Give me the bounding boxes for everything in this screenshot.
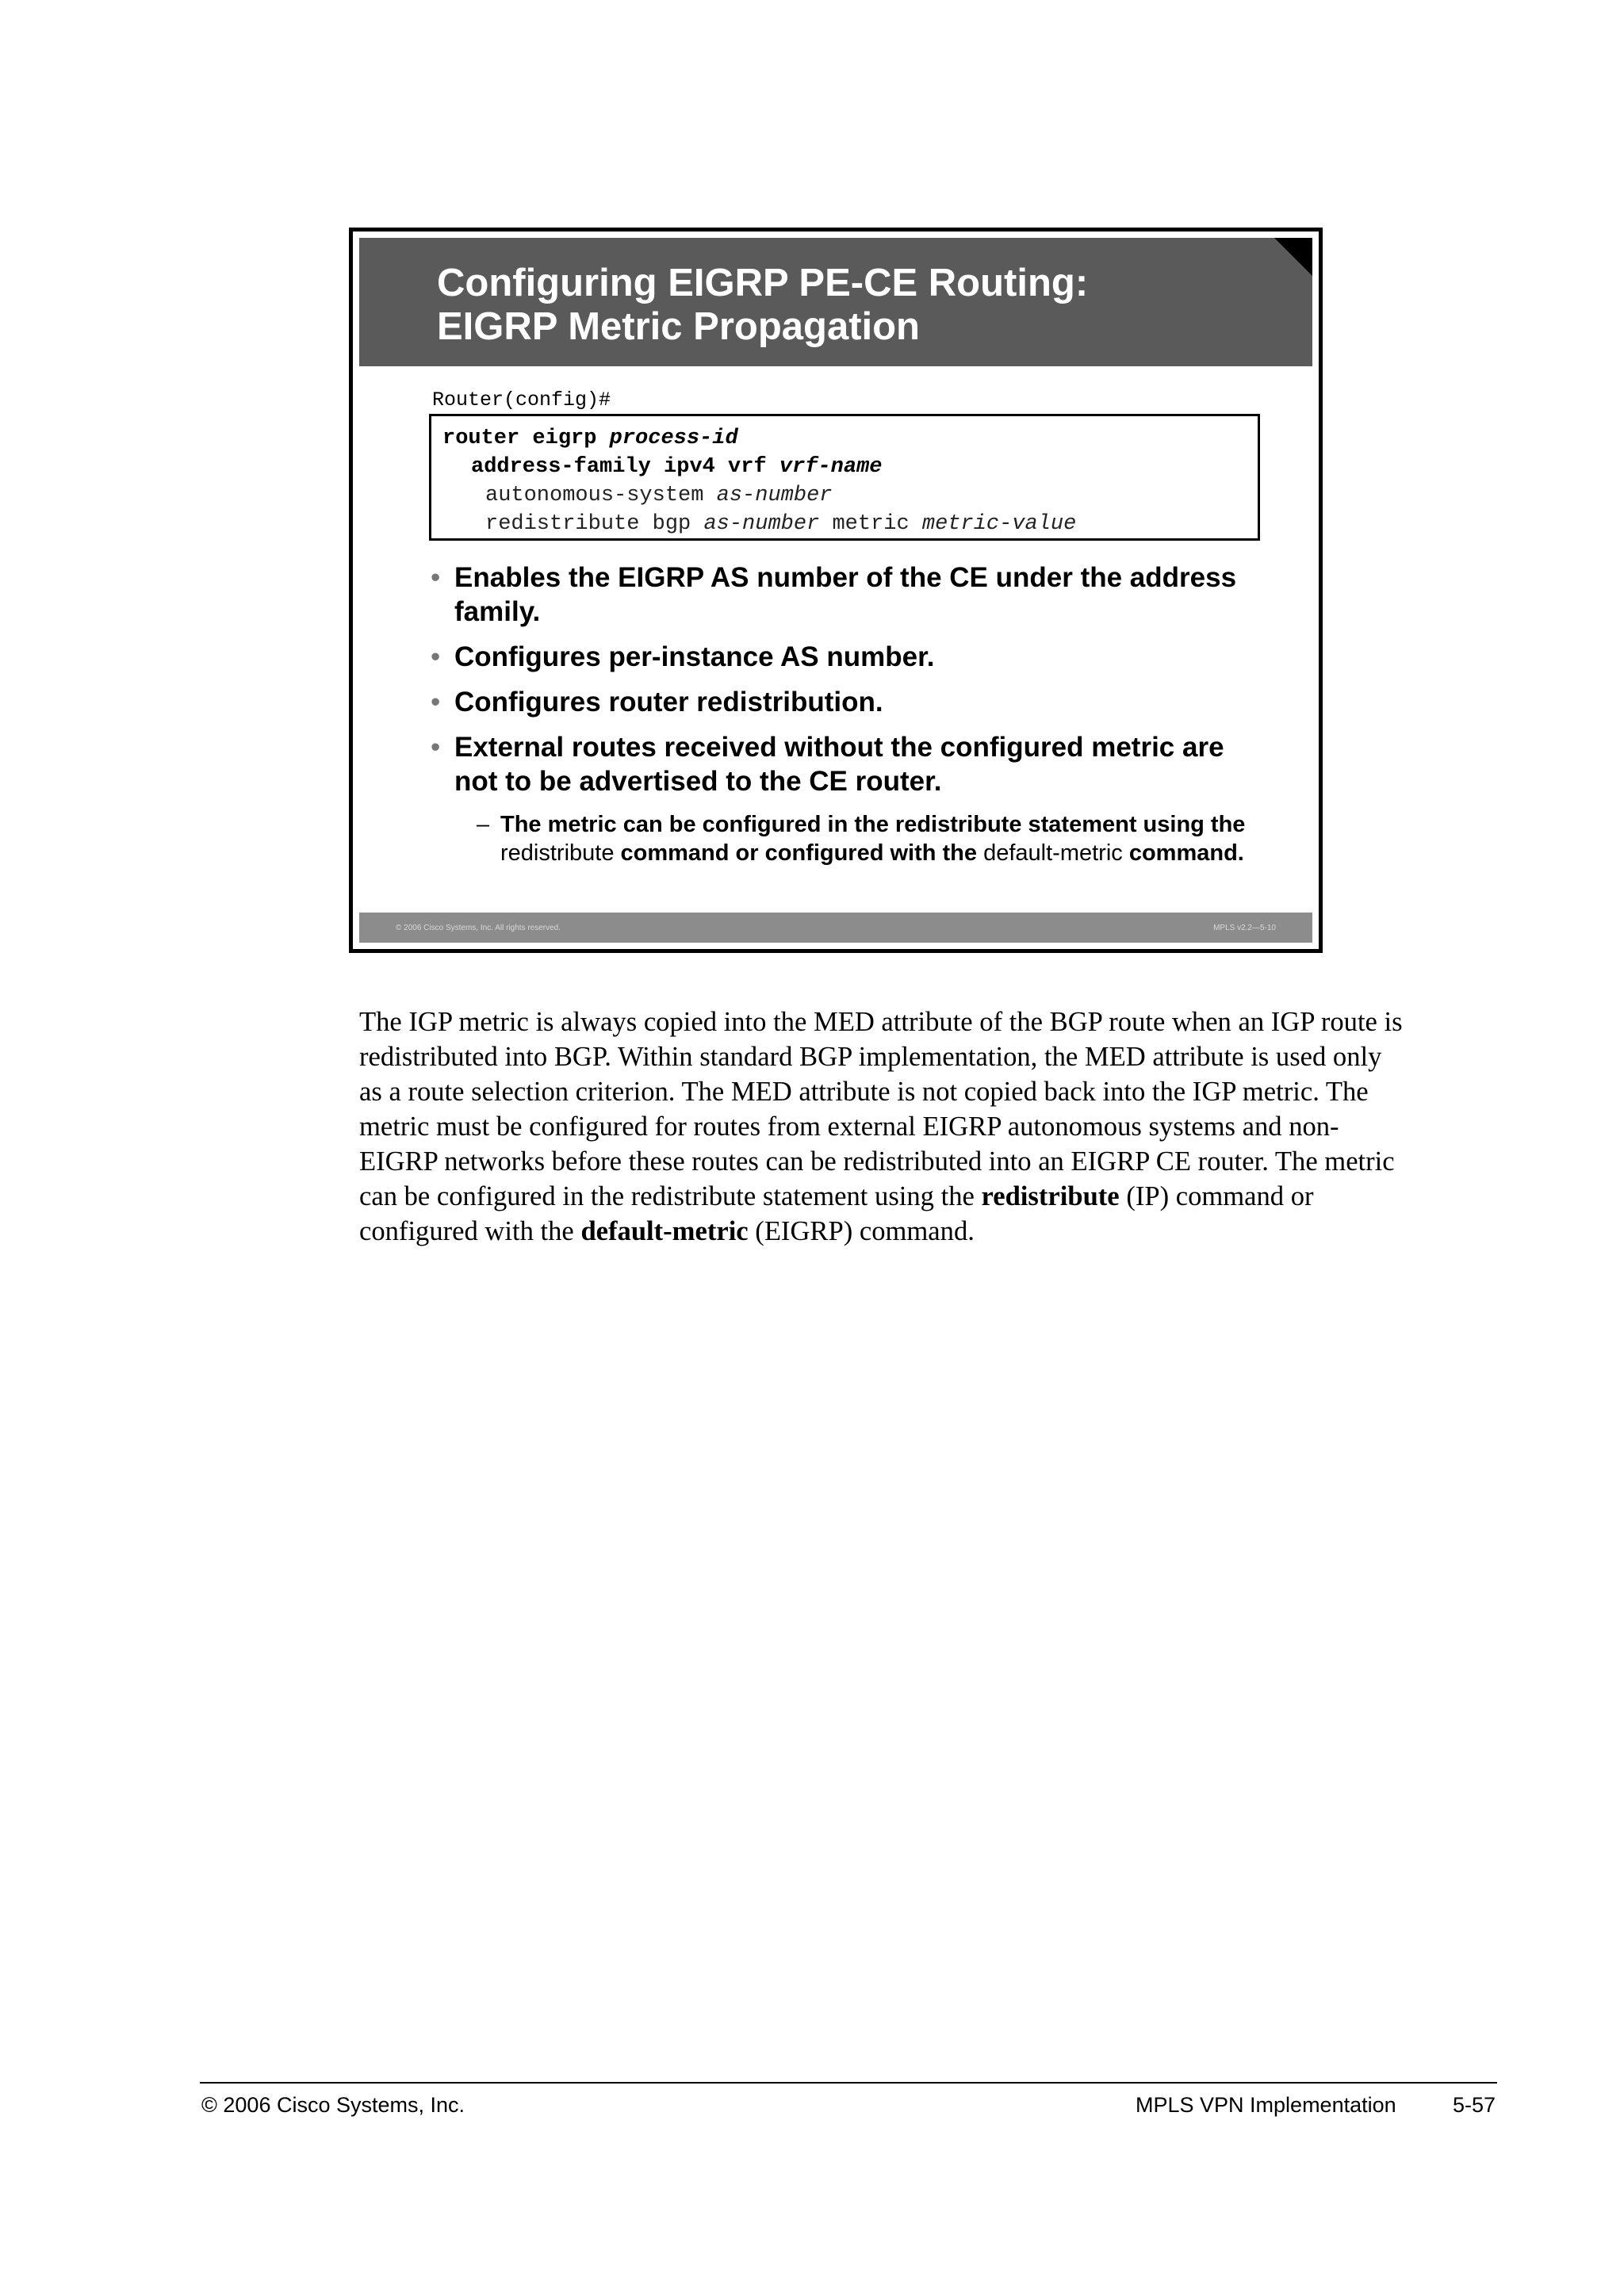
sub-bullet-command: redistribute bbox=[500, 840, 621, 866]
command-argument: metric-value bbox=[921, 512, 1077, 536]
command-keyword: metric bbox=[819, 512, 922, 536]
command-keyword: redistribute bgp bbox=[485, 512, 704, 536]
command-line-1 bbox=[442, 424, 1247, 453]
command-line-2 bbox=[442, 453, 1247, 481]
sub-bullet-command: default-metric bbox=[977, 840, 1129, 866]
body-paragraph bbox=[359, 1004, 1489, 1249]
command-argument: as-number bbox=[703, 512, 820, 536]
body-line: as a route selection criterion. The MED attribute is not copied back into the IGP metric. The bbox=[359, 1077, 1369, 1107]
page-number: 5-57 bbox=[1453, 2093, 1496, 2117]
slide-number: MPLS v2.2—5-10 bbox=[1213, 924, 1276, 932]
body-line bbox=[359, 1214, 1489, 1249]
bullet-marker-icon: • bbox=[431, 732, 441, 763]
body-command-bold: default-metric bbox=[580, 1216, 749, 1246]
body-line: metric must be configured for routes from external EIGRP autonomous systems and non- bbox=[359, 1112, 1339, 1142]
bullet-marker-icon: • bbox=[431, 641, 441, 672]
body-line: redistributed into BGP. Within standard BGP implementation, the MED attribute is used only bbox=[359, 1042, 1382, 1072]
command-line-3 bbox=[442, 481, 1247, 510]
slide-bullet-list bbox=[431, 561, 1271, 809]
bullet-text: Configures per-instance AS number. bbox=[454, 641, 935, 672]
dash-marker-icon: – bbox=[477, 812, 490, 837]
command-line-4 bbox=[442, 510, 1247, 538]
bullet-item bbox=[431, 685, 1271, 719]
command-keyword: autonomous-system bbox=[485, 484, 717, 507]
body-text: (IP) command or bbox=[1119, 1181, 1314, 1211]
command-keyword: address-family ipv4 vrf bbox=[471, 455, 779, 479]
command-argument: vrf-name bbox=[779, 455, 883, 479]
body-line: EIGRP networks before these routes can be redistributed into an EIGRP CE router. The metric bbox=[359, 1146, 1395, 1177]
bullet-marker-icon: • bbox=[431, 562, 441, 593]
body-command-bold: redistribute bbox=[981, 1181, 1120, 1211]
slide-copyright: © 2006 Cisco Systems, Inc. All rights reserved. bbox=[396, 924, 561, 932]
command-argument: process-id bbox=[609, 427, 738, 450]
slide-title-line-1: Configuring EIGRP PE-CE Routing: bbox=[437, 262, 1089, 304]
page-footer-copyright: © 2006 Cisco Systems, Inc. bbox=[201, 2093, 465, 2117]
page-footer-course: MPLS VPN Implementation bbox=[1136, 2093, 1396, 2117]
slide-title-line-2: EIGRP Metric Propagation bbox=[437, 305, 920, 348]
footer-rule bbox=[200, 2082, 1497, 2084]
body-text: configured with the bbox=[359, 1216, 581, 1246]
bullet-text: Enables the EIGRP AS number of the CE under the address family. bbox=[454, 562, 1237, 627]
bullet-item bbox=[431, 561, 1271, 629]
corner-triangle-icon bbox=[1274, 238, 1312, 276]
slide-title bbox=[437, 262, 1088, 349]
sub-bullet-item bbox=[477, 810, 1254, 867]
bullet-marker-icon: • bbox=[431, 687, 441, 718]
bullet-item bbox=[431, 730, 1271, 798]
sub-bullet-text: command. bbox=[1128, 840, 1244, 866]
command-keyword: router eigrp bbox=[442, 427, 610, 450]
command-argument: as-number bbox=[716, 484, 833, 507]
slide-frame bbox=[349, 228, 1323, 953]
router-config-prompt: Router(config)# bbox=[432, 388, 611, 411]
command-syntax-box bbox=[429, 414, 1260, 541]
bullet-text: External routes received without the configured metric are not to be advertised to the CE router. bbox=[454, 732, 1224, 797]
bullet-item bbox=[431, 640, 1271, 674]
bullet-text: Configures router redistribution. bbox=[454, 687, 883, 718]
body-line: The IGP metric is always copied into the MED attribute of the BGP route when an IGP route is bbox=[359, 1007, 1403, 1037]
slide-header-bar bbox=[359, 238, 1312, 366]
slide-canvas bbox=[359, 238, 1312, 943]
sub-bullet-text: The metric can be configured in the redistribute statement using the bbox=[500, 812, 1246, 837]
sub-bullet-text: command or configured with the bbox=[620, 840, 978, 866]
body-line bbox=[359, 1179, 1489, 1214]
body-text: (EIGRP) command. bbox=[748, 1216, 975, 1246]
slide-footer-bar bbox=[359, 913, 1312, 943]
body-text: can be configured in the redistribute statement using the bbox=[359, 1181, 982, 1211]
